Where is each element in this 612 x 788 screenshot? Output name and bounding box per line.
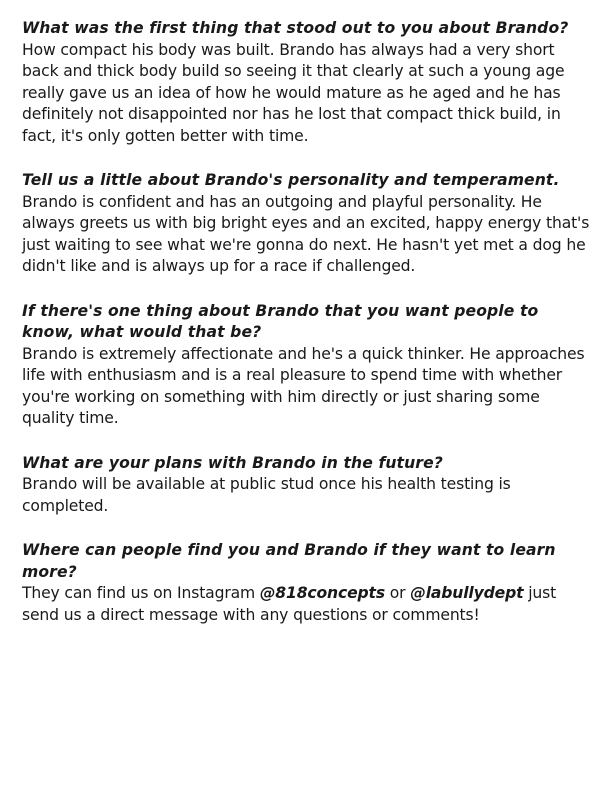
qa-block-future-plans bbox=[22, 453, 592, 518]
qa-block-first-impression bbox=[22, 18, 592, 147]
question-heading: If there's one thing about Brando that you want people to know, what would that be? bbox=[22, 301, 539, 341]
question-heading: What are your plans with Brando in the future? bbox=[22, 453, 443, 472]
instagram-handle-labullydept: @labullydept bbox=[410, 584, 524, 602]
qa-block-personality bbox=[22, 170, 592, 278]
answer-text-before: They can find us on Instagram bbox=[22, 584, 260, 602]
answer-paragraph: Brando will be available at public stud once his health testing is completed. bbox=[22, 475, 511, 515]
qa-block-contact bbox=[22, 540, 592, 626]
question-heading: Where can people find you and Brando if they want to learn more? bbox=[22, 541, 556, 581]
answer-paragraph: Brando is confident and has an outgoing and playful personality. He always greets us with big bright eyes and an excited, happy energy that's just waiting to see what we're gonna do next. He hasn't yet met a dog he didn't like and is always up for a race if challenged. bbox=[22, 192, 590, 275]
answer-text-after: just send us a direct message with any questions or comments! bbox=[22, 584, 557, 624]
answer-text-middle: or bbox=[384, 584, 411, 602]
qa-block-one-thing bbox=[22, 301, 592, 430]
instagram-handle-818concepts: @818concepts bbox=[259, 584, 385, 602]
answer-paragraph: How compact his body was built. Brando has always had a very short back and thick body build so seeing it that clearly at such a young age really gave us an idea of how he would mature as he aged and he has definitely not disappointed nor has he lost that compact thick build, in fact, it's only gotten better with time. bbox=[22, 40, 565, 145]
interview-document bbox=[22, 18, 592, 649]
answer-paragraph: Brando is extremely affectionate and he's a quick thinker. He approaches life with enthusiasm and is a real pleasure to spend time with whether you're working on something with him directly or just sharing some quality time. bbox=[22, 344, 585, 427]
answer-paragraph bbox=[22, 583, 592, 626]
question-heading: Tell us a little about Brando's personality and temperament. bbox=[22, 171, 560, 189]
question-heading: What was the first thing that stood out to you about Brando? bbox=[22, 19, 569, 37]
